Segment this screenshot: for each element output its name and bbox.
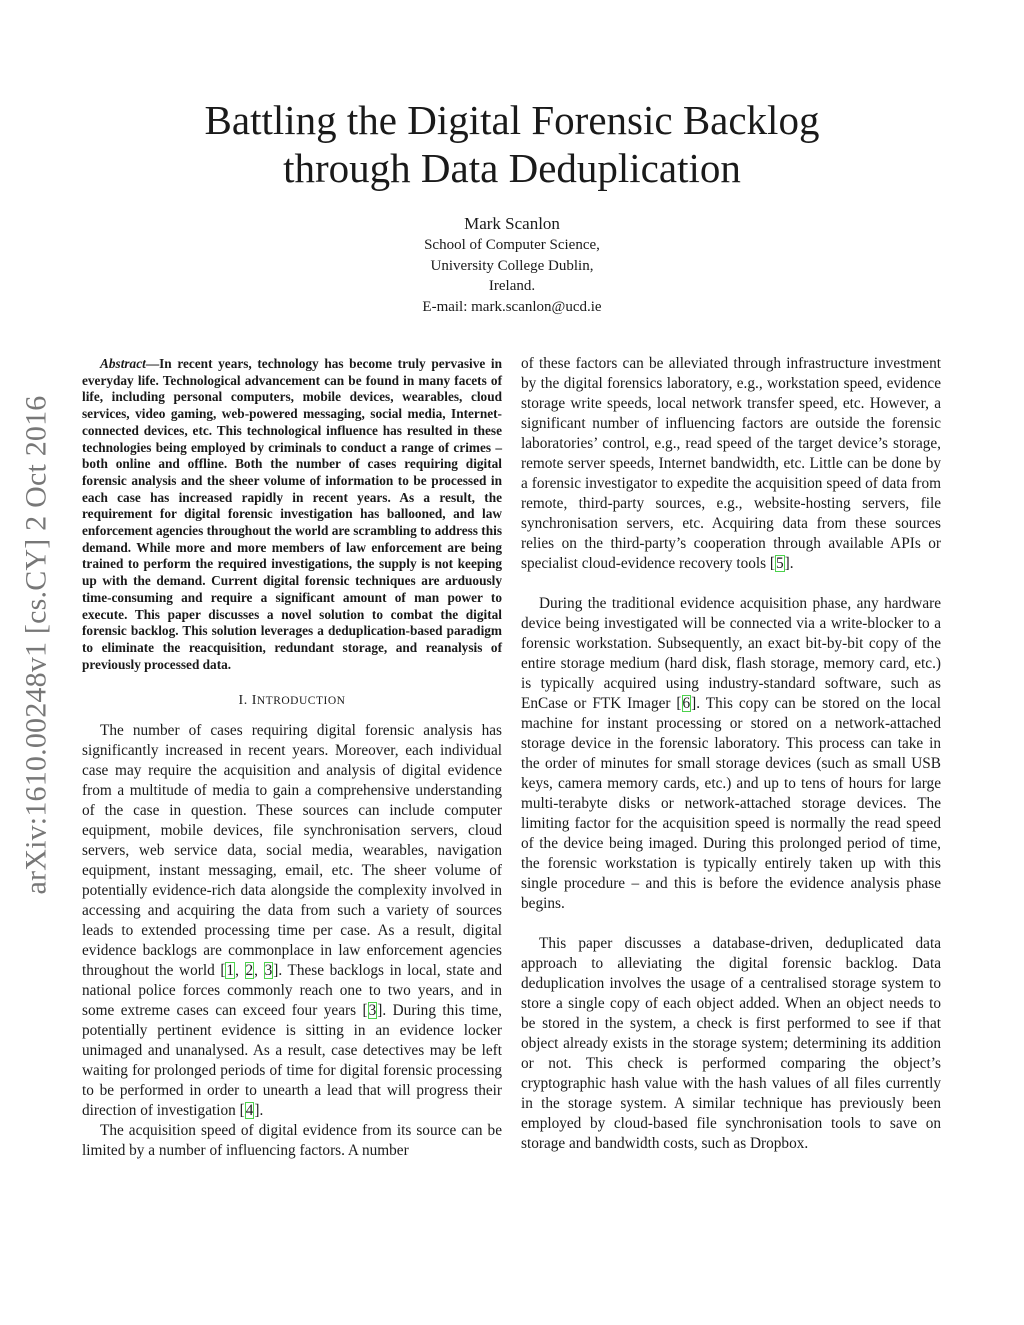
affiliation-line: University College Dublin, — [430, 257, 594, 274]
right-column — [521, 354, 941, 1154]
citation-link[interactable]: 3 — [368, 1002, 377, 1020]
affiliation-line: Ireland. — [488, 278, 536, 294]
body-paragraph: This paper discusses a database-driven, deduplicated data approach to alleviating the digital forensic backlog. Data deduplication involves the usage of a centralised storage system to store a single copy of each object added. When an object needs to be stored in the system, a check is first performed to see if that object already exists in the storage system; determining its addition or not. This check is performed comparing the object’s cryptographic hash value with the hash values of all files currently in the storage system. A similar technique has previously been employed by cloud-based file synchronisation tools to save on storage and bandwidth costs, such as Dropbox. — [521, 935, 941, 1152]
abstract-text: —In recent years, technology has become truly pervasive in everyday life. Technological advancement can be found in many facets of life, including personal computers, mobile devices, wearables, cloud services, video gaming, web-powered messaging, social media, Internet-connected devices, etc. This technological influence has resulted in these technologies being employed by criminals to conduct a range of crimes – both online and offline. Both the number of cases requiring digital forensic analysis and the sheer volume of information to be processed in each case has increased rapidly in recent years. As a result, the requirement for digital forensic investigation has ballooned, and law enforcement agencies throughout the world are scrambling to address this demand. While more and more members of law enforcement are being trained to perform the required investigations, the supply is not keeping up with the demand. Current digital forensic techniques are arduously time-consuming and require a significant amount of man power to execute. This paper discusses a novel solution to combat the digital forensic backlog. This solution leverages a deduplication-based paradigm to eliminate the reacquisition, redundant storage, and reanalysis of previously processed data. — [82, 356, 502, 672]
abstract — [82, 356, 502, 673]
citation-link[interactable]: 4 — [245, 1102, 254, 1120]
title-line-2: through Data Deduplication — [283, 145, 741, 191]
body-paragraph: During the traditional evidence acquisition phase, any hardware device being investigated will be connected via a write-blocker to a forensic workstation. Subsequently, an exact bit-by-bit copy of the entire storage medium (hard disk, flash storage, memory card, etc.) is typically acquired using industry-standard software, such as EnCase or FTK Imager [6]. This copy can be stored on the local machine for instant processing or stored on a network-attached storage device in the forensic laboratory. This process can take in the order of minutes for small storage devices (such as small USB keys, camera memory cards, etc.) and up to tens of hours for large multi-terabyte disks or network-attached storage devices. The limiting factor for the acquisition speed is normally the read speed of the device being imaged. During this prolonged period of time, the forensic workstation is typically entirely taken up with this single procedure – and this is before the evidence analysis phase begins. — [521, 595, 941, 912]
title-line-1: Battling the Digital Forensic Backlog — [204, 97, 820, 143]
author-block — [312, 213, 712, 317]
intro-paragraph-2: The acquisition speed of digital evidence from its source can be limited by a number of influencing factors. A number — [82, 1122, 502, 1160]
affiliation-line: School of Computer Science, — [424, 237, 600, 253]
paper-title — [120, 96, 904, 192]
citation-link[interactable]: 1 — [226, 962, 235, 980]
author-name: Mark Scanlon — [464, 214, 560, 233]
author-email: E-mail: mark.scanlon@ucd.ie — [422, 298, 602, 315]
citation-link[interactable]: 3 — [264, 962, 273, 980]
abstract-label: Abstract — [100, 356, 146, 371]
arxiv-stamp: arXiv:1610.00248v1 [cs.CY] 2 Oct 2016 — [19, 395, 53, 895]
citation-link[interactable]: 6 — [682, 695, 691, 712]
section-heading-introduction: I. INTRODUCTION — [238, 693, 346, 709]
left-column — [82, 356, 502, 1161]
body-paragraph: of these factors can be alleviated through infrastructure investment by the digital forensics laboratory, e.g., workstation speed, evidence storage write speeds, local network transfer speed, etc. However, a significant number of influencing factors are outside the forensic laboratories’ control, e.g., read speed of the target device’s storage, remote server speeds, Internet bandwidth, etc. Little can be done by a forensic investigator to expedite the acquisition speed of data from remote, third-party sources, e.g., website-hosting servers, file synchronisation servers, etc. Acquiring data from these sources relies on the third-party’s cooperation through available APIs or specialist cloud-evidence recovery tools [5]. — [521, 355, 941, 572]
citation-link[interactable]: 2 — [245, 962, 254, 980]
intro-paragraph-1: The number of cases requiring digital forensic analysis has significantly increased in recent years. Moreover, each individual case may require the acquisition and analysis of digital evidence from a multitude of media to gain a comprehensive understanding of the case in question. These sources can include computer equipment, mobile devices, file synchronisation servers, cloud servers, web service data, social media, wearables, navigation equipment, instant messaging, email, etc. The sheer volume of potentially evidence-rich data alongside the complexity involved in accessing and acquiring the data from such a variety of sources leads to extended processing time per case. As a result, digital evidence backlogs are commonplace in law enforcement agencies throughout the world [1, 2, 3]. These backlogs in local, state and national police forces commonly reach one to two years, and in some extreme cases can exceed four years [3]. During this time, potentially pertinent evidence is sitting in an evidence locker unimaged and unanalysed. As a result, case detectives may be left waiting for prolonged periods of time for digital forensic processing to be performed in order to unearth a lead that will progress their direction of investigation [4]. — [82, 722, 502, 1120]
citation-link[interactable]: 5 — [776, 555, 784, 572]
